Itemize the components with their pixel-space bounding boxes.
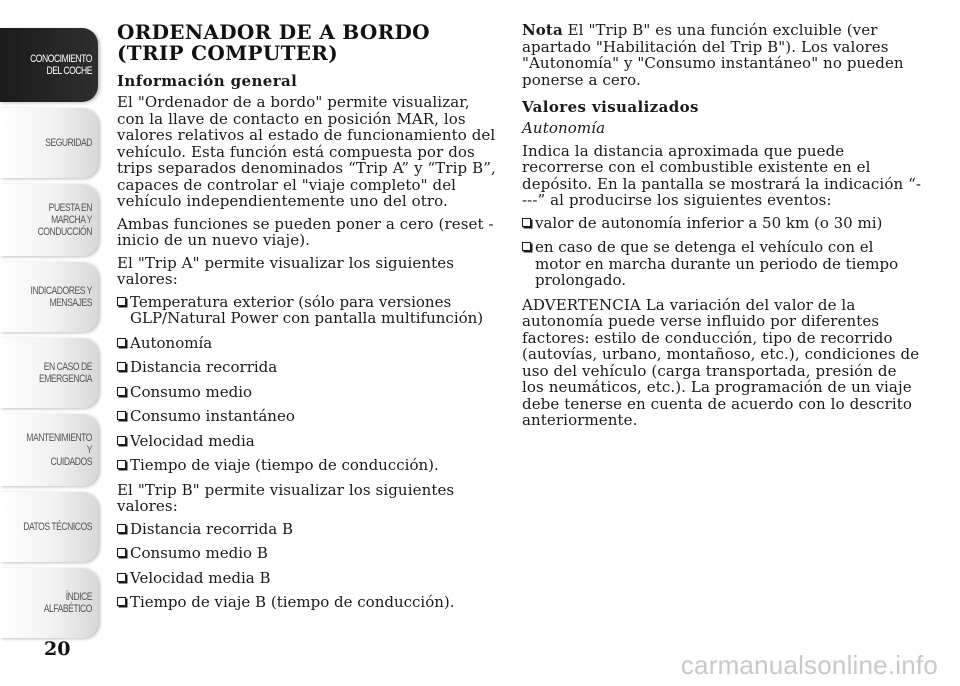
- tab-indicadores-y-mensajes[interactable]: [0, 262, 98, 332]
- checkbox-bullet-icon: [117, 297, 126, 306]
- list-item: Distancia recorrida: [117, 359, 501, 376]
- list-item: Tiempo de viaje B (tiempo de conducción).: [117, 594, 501, 611]
- right-column: [522, 22, 922, 435]
- values-heading: Valores visualizados: [522, 98, 699, 116]
- tab-label: INDICADORES Y MENSAJES: [30, 285, 92, 309]
- autonomia-paragraph: Indica la distancia aproximada que puede recorrerse con el combustible existente en el depósito. En la pantalla se mostrará la indicación “----” al producirse los siguientes eventos:: [522, 141, 922, 209]
- list-item: Consumo medio B: [117, 545, 501, 562]
- autonomia-subheading: Autonomía: [522, 119, 606, 137]
- checkbox-bullet-icon: [522, 242, 531, 251]
- tab-en-caso-de-emergencia[interactable]: [0, 338, 98, 408]
- watermark: carmanualsonline.info: [680, 650, 938, 680]
- checkbox-bullet-icon: [117, 548, 126, 557]
- list-item: valor de autonomía inferior a 50 km (o 30 mi): [522, 215, 922, 232]
- list-item: en caso de que se detenga el vehículo con el motor en marcha durante un periodo de tiempo prolongado.: [522, 239, 922, 289]
- tab-label: DATOS TÉCNICOS: [23, 521, 93, 533]
- trip-b-list: [117, 521, 501, 611]
- list-item: Autonomía: [117, 335, 501, 352]
- tab-label: CONOCIMIENTO DEL COCHE: [30, 53, 92, 77]
- tab-seguridad[interactable]: [0, 108, 98, 178]
- checkbox-bullet-icon: [522, 218, 531, 227]
- tab-conocimiento-del-coche[interactable]: [0, 28, 98, 102]
- tab-label: PUESTA EN MARCHA Y CONDUCCIÓN: [37, 202, 92, 238]
- list-item: Velocidad media: [117, 433, 501, 450]
- list-item: Temperatura exterior (sólo para versiones GLP/Natural Power con pantalla multifunción): [117, 294, 501, 327]
- trip-a-list: [117, 294, 501, 474]
- checkbox-bullet-icon: [117, 597, 126, 606]
- intro-paragraph: El "Ordenador de a bordo" permite visualizar, con la llave de contacto en posición MAR, los valores relativos al estado de funcionamiento del vehículo. Esta función está compuesta por dos trips separados denominados “Trip A” y “Trip B”, capaces de controlar el "viaje completo" del vehículo independientemente uno del otro.: [117, 93, 496, 210]
- checkbox-bullet-icon: [117, 573, 126, 582]
- tab-mantenimiento-y-cuidados[interactable]: [0, 414, 98, 486]
- list-item: Consumo medio: [117, 384, 501, 401]
- tab-label: ÍNDICE ALFABÉTICO: [43, 591, 92, 615]
- nota-paragraph: [522, 22, 922, 88]
- checkbox-bullet-icon: [117, 411, 126, 420]
- tab-datos-tecnicos[interactable]: [0, 492, 98, 562]
- checkbox-bullet-icon: [117, 387, 126, 396]
- list-item: Velocidad media B: [117, 570, 501, 587]
- checkbox-bullet-icon: [117, 524, 126, 533]
- list-item: Tiempo de viaje (tiempo de conducción).: [117, 457, 501, 474]
- checkbox-bullet-icon: [117, 338, 126, 347]
- left-column: [117, 22, 501, 619]
- tab-puesta-en-marcha[interactable]: [0, 184, 98, 256]
- page-number: 20: [44, 638, 71, 660]
- tab-label: EN CASO DE EMERGENCIA: [38, 361, 92, 385]
- list-item: Distancia recorrida B: [117, 521, 501, 538]
- reset-paragraph: Ambas funciones se pueden poner a cero (reset - inicio de un nuevo viaje).: [117, 214, 494, 249]
- list-item: Consumo instantáneo: [117, 408, 501, 425]
- general-info-heading: Información general: [117, 72, 298, 90]
- autonomia-list: [522, 215, 922, 289]
- advertencia-paragraph: ADVERTENCIA La variación del valor de la autonomía puede verse influido por diferentes factores: estilo de conducción, tipo de recorrido (autovías, urbano, montañoso, etc.), condiciones de uso del vehículo (carga transportada, presión de los neumáticos, etc.). La programación de un viaje debe tenerse en cuenta de acuerdo con lo descrito anteriormente.: [522, 295, 920, 429]
- tab-label: SEGURIDAD: [45, 137, 92, 149]
- checkbox-bullet-icon: [117, 460, 126, 469]
- trip-a-intro: El "Trip A" permite visualizar los siguientes valores:: [117, 253, 455, 288]
- tab-label: MANTENIMIENTO Y CUIDADOS: [26, 432, 93, 468]
- tab-indice-alfabetico[interactable]: [0, 568, 98, 638]
- nota-label: Nota: [522, 21, 563, 39]
- checkbox-bullet-icon: [117, 436, 126, 445]
- nota-text: El "Trip B" es una función excluible (ver apartado "Habilitación del Trip B"). Los valores "Autonomía" y "Consumo instantáneo" no pueden ponerse a cero.: [522, 21, 904, 89]
- trip-b-intro: El "Trip B" permite visualizar los siguientes valores:: [117, 480, 455, 515]
- checkbox-bullet-icon: [117, 362, 126, 371]
- section-title: ORDENADOR DE A BORDO (TRIP COMPUTER): [117, 20, 430, 65]
